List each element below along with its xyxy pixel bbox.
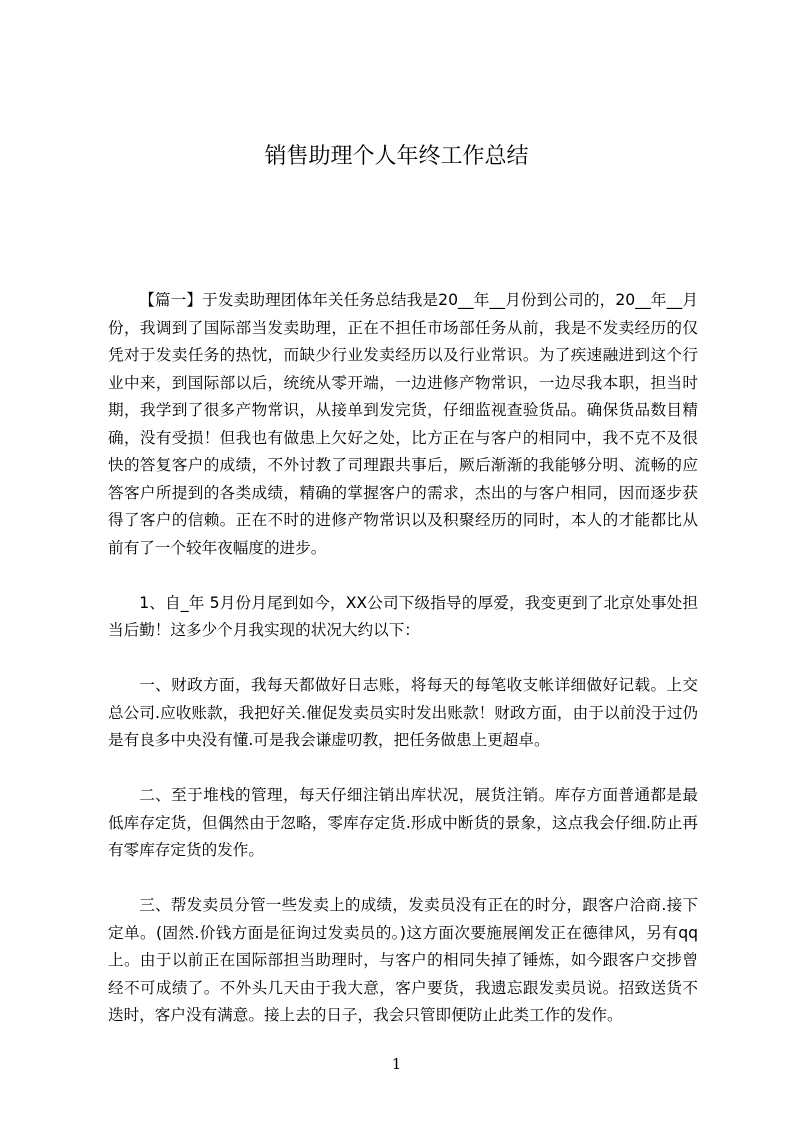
paragraph-sales-support: 三、帮发卖员分管一些发卖上的成绩，发卖员没有正在的时分，跟客户洽商.接下定单。(固然.价钱方面是征询过发卖员的。)这方面次要施展阐发正在德律风，另有qq上。由于以前正在国际部担当助理时，与客户的相同失掉了锤炼，如今跟客户交捗曾经不可成绩了。不外头几天由于我大意，客户要货，我遗忘跟发卖员说。招致送货不迭时，客户没有满意。接上去的日子，我会只管即便防止此类工作的发作。 bbox=[108, 896, 698, 1024]
paragraph-finance: 一、财政方面，我每天都做好日志账，将每天的每笔收支帐详细做好记载。上交总公司.应收账款，我把好关.催促发卖员实时发出账款！财政方面，由于以前没于过仍是有良多中央没有懂.可是我会谦虚叨教，把任务做患上更超卓。 bbox=[108, 676, 698, 749]
paragraph-warehouse: 二、至于堆栈的管理，每天仔细注销出库状况，展货注销。库存方面普通都是最低库存定货，但偶然由于忽略，零库存定货.形成中断货的景象，这点我会仔细.防止再有零库存定货的发作。 bbox=[108, 786, 698, 859]
page-number: 1 bbox=[391, 1055, 402, 1073]
document-body bbox=[108, 287, 698, 1030]
paragraph-transfer: 1、自_年 5月份月尾到如今，XX公司下级指导的厚爱，我变更到了北京处事处担当后勤！这多少个月我实现的状况大约以下： bbox=[108, 593, 698, 639]
document-title: 销售助理个人年终工作总结 bbox=[264, 144, 529, 169]
paragraph-intro: 【篇一】于发卖助理团体年关任务总结我是20__年__月份到公司的，20__年__月份，我调到了国际部当发卖助理，正在不担任市场部任务从前，我是不发卖经历的仅凭对于发卖任务的热忱，而缺少行业发卖经历以及行业常识。为了疾速融进到这个行业中来，到国际部以后，统统从零开端，一边进修产物常识，一边尽我本职，担当时期，我学到了很多产物常识，从接单到发完货，仔细监视查验货品。确保货品数目精确，没有受损！但我也有做患上欠好之处，比方正在与客户的相同中，我不克不及很快的答复客户的成绩，不外讨教了司理跟共事后，厥后渐渐的我能够分明、流畅的应答客户所提到的各类成绩，精确的掌握客户的需求，杰出的与客户相同，因而逐步获得了客户的信赖。正在不时的进修产物常识以及积聚经历的同时，本人的才能都比从前有了一个较年夜幅度的进步。 bbox=[108, 291, 698, 557]
